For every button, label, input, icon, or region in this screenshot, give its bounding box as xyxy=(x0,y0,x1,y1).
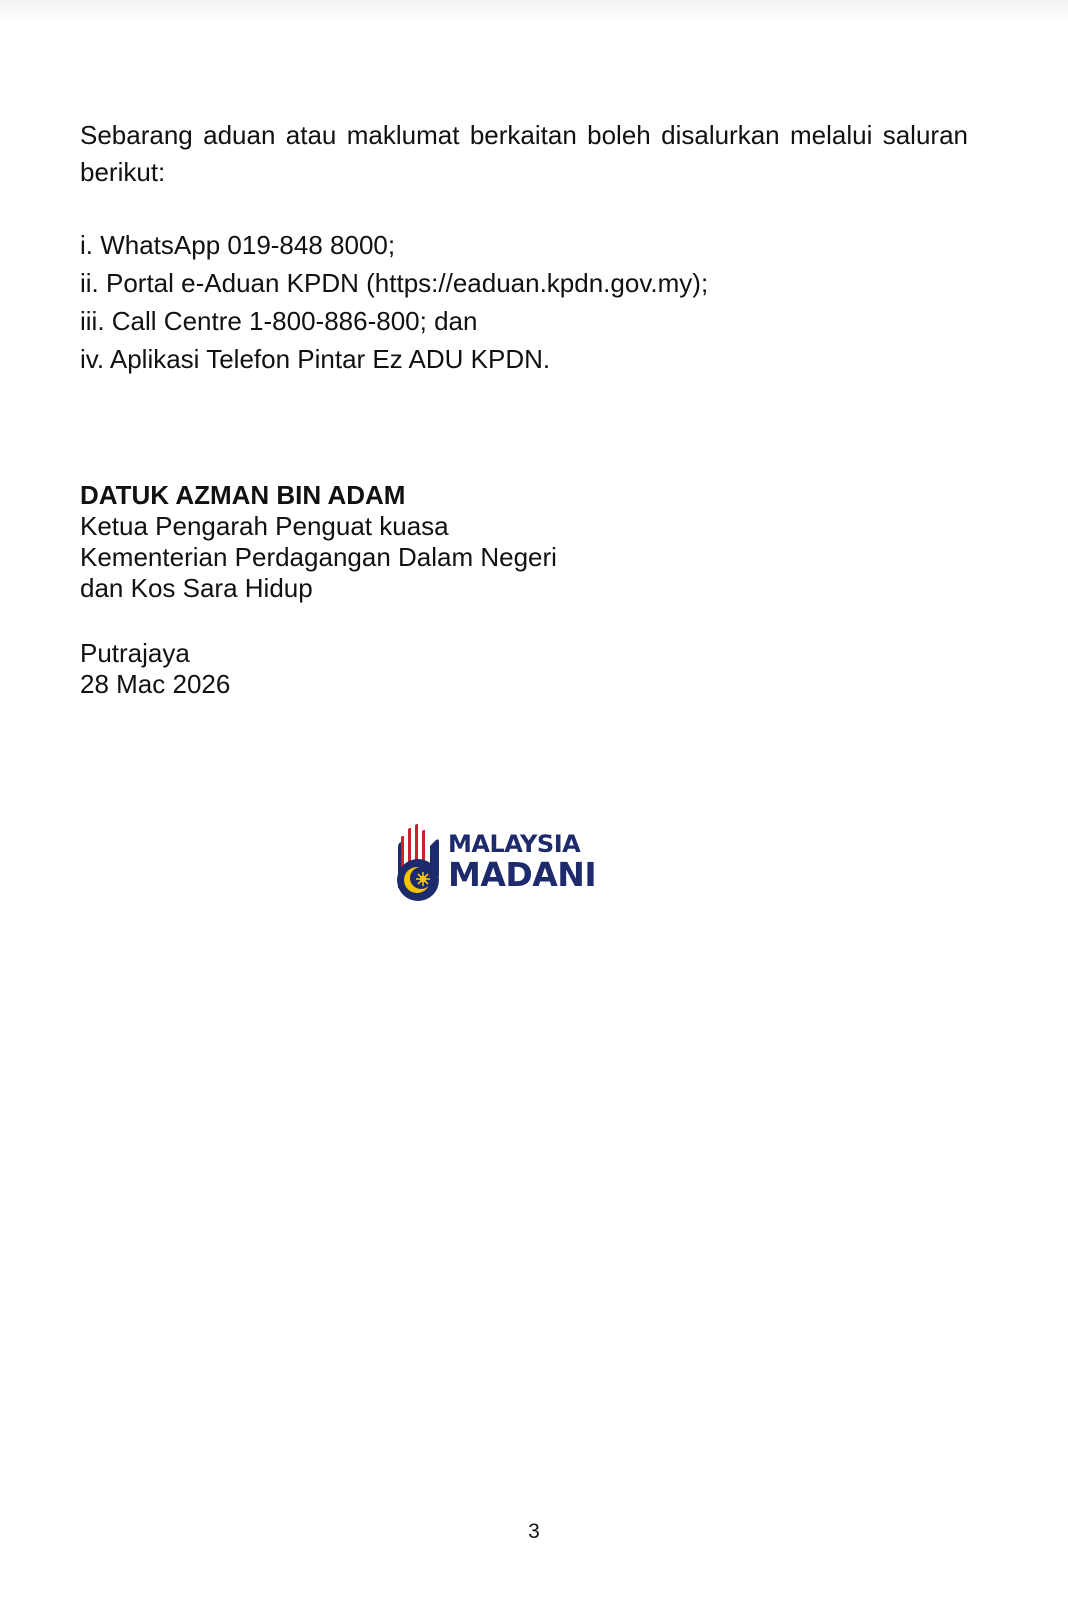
malaysia-madani-emblem-icon xyxy=(392,818,444,902)
signer-title-line: Kementerian Perdagangan Dalam Negeri xyxy=(80,542,557,572)
place-date-block xyxy=(80,638,230,700)
logo-wordmark xyxy=(448,830,597,894)
channel-portal: ii. Portal e-Aduan KPDN (https://eaduan.kpdn.gov.my); xyxy=(80,268,709,298)
malaysia-madani-logo xyxy=(392,818,604,902)
signer-title-line: Ketua Pengarah Penguat kuasa xyxy=(80,511,449,541)
page-number: 3 xyxy=(528,1520,540,1543)
intro-paragraph: Sebarang aduan atau maklumat berkaitan boleh disalurkan melalui saluran berikut: xyxy=(80,120,968,187)
logo-text-line2: MADANI xyxy=(448,855,597,894)
channel-list xyxy=(80,226,708,378)
date: 28 Mac 2026 xyxy=(80,669,231,699)
channel-call-centre: iii. Call Centre 1-800-886-800; dan xyxy=(80,306,478,336)
channel-whatsapp: i. WhatsApp 019-848 8000; xyxy=(80,230,396,260)
place: Putrajaya xyxy=(80,638,190,668)
channel-app: iv. Aplikasi Telefon Pintar Ez ADU KPDN. xyxy=(80,344,551,374)
signer-title-line: dan Kos Sara Hidup xyxy=(80,573,313,603)
logo-text-line1: MALAYSIA xyxy=(448,830,581,858)
signer-name: DATUK AZMAN BIN ADAM xyxy=(80,480,406,510)
signature-block xyxy=(80,480,557,604)
